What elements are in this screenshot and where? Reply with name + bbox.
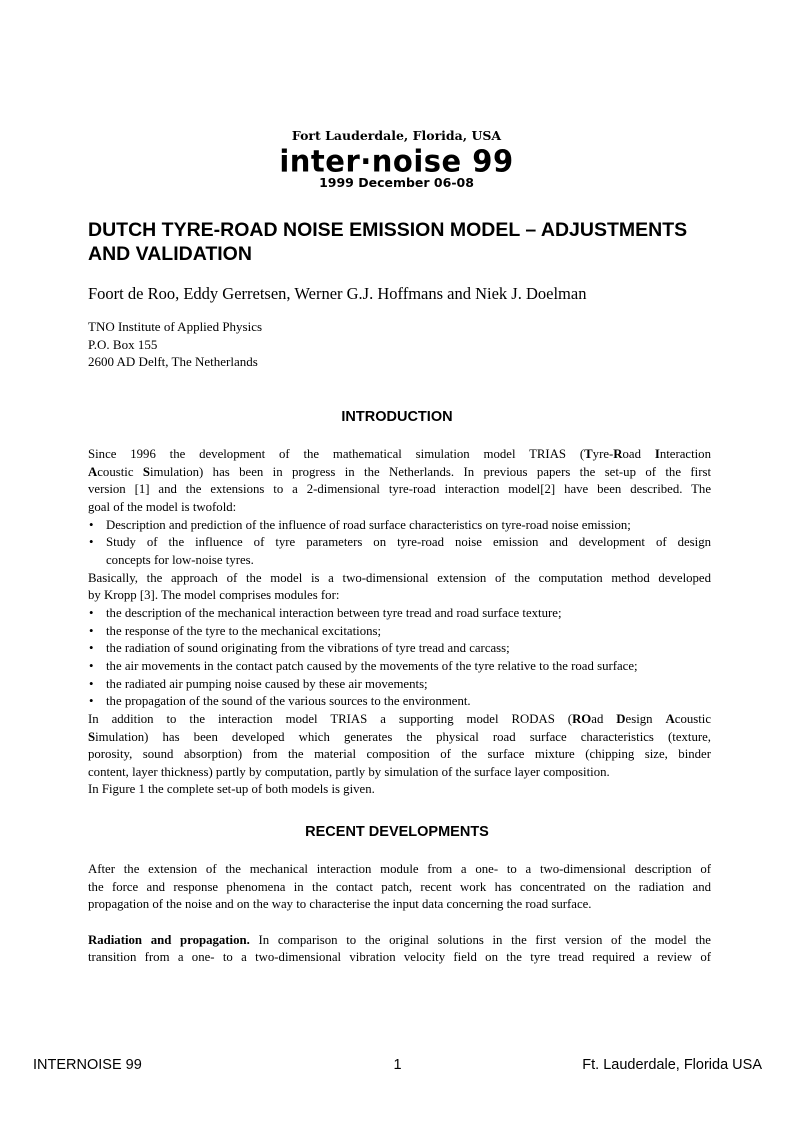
bullet-icon: •	[89, 623, 94, 638]
bullet-icon: •	[89, 517, 94, 532]
conference-header	[0, 128, 793, 190]
paragraph-line: After the extension of the mechanical interaction module from a one- to a two-dimensional description of	[88, 862, 711, 876]
paper-authors: Foort de Roo, Eddy Gerretsen, Werner G.J. Hoffmans and Niek J. Doelman	[88, 284, 587, 303]
paragraph-line: Simulation) has been developed which generates the physical road surface characteristics (texture,	[88, 729, 711, 744]
conference-dates: 1999 December 06-08	[319, 175, 474, 190]
conference-logo: inter·noise 99	[279, 143, 514, 179]
paragraph-line: Radiation and propagation. In comparison to the original solutions in the first version of the model the	[88, 932, 711, 947]
section-heading-recent-developments: RECENT DEVELOPMENTS	[305, 824, 489, 840]
footer-location: Ft. Lauderdale, Florida USA	[582, 1057, 762, 1073]
list-item: • the description of the mechanical interaction between tyre tread and road surface texture;	[88, 605, 711, 623]
affiliation-line: P.O. Box 155	[88, 336, 158, 352]
footer-conference: INTERNOISE 99	[33, 1057, 142, 1073]
paragraph-line: propagation of the noise and on the way to characterise the input data concerning the road surface.	[88, 897, 592, 912]
bullet-icon: •	[89, 641, 94, 656]
bullet-icon: •	[89, 694, 94, 709]
paragraph-line: porosity, sound absorption) from the material composition of the surface mixture (chipping size, binder	[88, 747, 711, 762]
page-number: 1	[393, 1057, 402, 1073]
paragraph-line: version [1] and the extensions to a 2-dimensional tyre-road interaction model[2] have been described. The	[88, 482, 711, 497]
paragraph-line: content, layer thickness) partly by computation, partly by simulation of the surface layer composition.	[88, 764, 610, 779]
paragraph-line: Acoustic Simulation) has been in progress in the Netherlands. In previous papers the set-up of the first	[88, 464, 711, 479]
affiliation-line: 2600 AD Delft, The Netherlands	[88, 354, 258, 370]
run-in-heading: Radiation and propagation.	[88, 932, 250, 947]
bullet-icon: •	[89, 658, 94, 673]
paragraph-line: Basically, the approach of the model is a two-dimensional extension of the computation method developed	[88, 570, 711, 585]
introduction-body	[88, 446, 711, 799]
list-item: • the radiation of sound originating from the vibrations of tyre tread and carcass;	[88, 640, 711, 658]
affiliation-block	[88, 318, 262, 371]
paper-title: DUTCH TYRE-ROAD NOISE EMISSION MODEL – ADJUSTMENTS AND VALIDATION	[88, 219, 688, 265]
paragraph-line: transition from a one- to a two-dimensional vibration velocity field on the tyre tread required a review of	[88, 950, 711, 965]
bullet-icon: •	[89, 676, 94, 691]
bullet-icon: •	[89, 535, 94, 550]
paragraph-line: In Figure 1 the complete set-up of both models is given.	[88, 782, 375, 797]
list-item: • the air movements in the contact patch caused by the movements of the tyre relative to the road surface;	[88, 658, 711, 676]
paragraph-line: goal of the model is twofold:	[88, 499, 237, 514]
paragraph-line: Since 1996 the development of the mathematical simulation model TRIAS (Tyre-Road Interaction	[88, 447, 711, 461]
conference-location: Fort Lauderdale, Florida, USA	[291, 128, 502, 143]
paragraph-spacer	[88, 914, 711, 932]
affiliation-line: TNO Institute of Applied Physics	[88, 319, 263, 334]
recent-developments-body	[88, 861, 711, 967]
page-footer	[33, 1057, 762, 1075]
list-item: • Study of the influence of tyre parameters on tyre-road noise emission and development of design	[88, 534, 711, 552]
list-item: • the response of the tyre to the mechanical excitations;	[88, 623, 711, 641]
bullet-icon: •	[89, 605, 94, 620]
section-heading-introduction: INTRODUCTION	[341, 409, 453, 425]
list-item: • Description and prediction of the influence of road surface characteristics on tyre-road noise emission;	[88, 517, 711, 535]
list-item: • the radiated air pumping noise caused by these air movements;	[88, 676, 711, 694]
paragraph-line: by Kropp [3]. The model comprises modules for:	[88, 588, 340, 603]
paragraph-line: the force and response phenomena in the contact patch, recent work has concentrated on the radiation and	[88, 879, 711, 894]
paragraph-line: In addition to the interaction model TRIAS a supporting model RODAS (ROad Design Acoustic	[88, 711, 712, 726]
list-item-continuation: concepts for low-noise tyres.	[106, 552, 254, 567]
list-item: • the propagation of the sound of the various sources to the environment.	[88, 693, 711, 711]
